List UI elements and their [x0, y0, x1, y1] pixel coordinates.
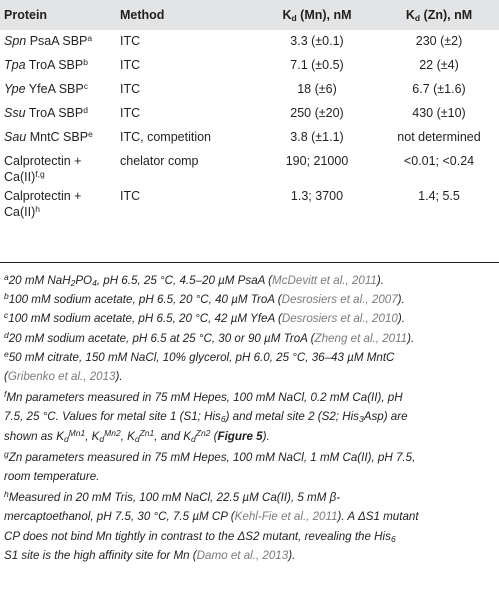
footnote-text: PO [75, 274, 93, 287]
protein-cell [0, 126, 120, 150]
kd-zn-cell: 430 (±10) [412, 106, 466, 120]
footnote-mark: c [83, 81, 88, 91]
footnote-mark: d [83, 105, 88, 115]
footnote-text: ). [115, 370, 123, 384]
subscript: 6 [390, 533, 396, 544]
footnote-text: , K [85, 429, 100, 443]
table-row [0, 102, 499, 126]
figure-link[interactable]: Figure 5 [217, 429, 263, 443]
footnote-text: Zn parameters measured in 75 mM Hepes, 100 mM NaCl, 1 mM Ca(II), pH 7.5, [8, 450, 416, 464]
protein-name: TroA SBP [25, 106, 84, 120]
subscript: d [134, 433, 140, 444]
footnote-text: ). A ΔS1 mutant [337, 510, 419, 524]
table-row [0, 126, 499, 150]
footnote-mark: f,g [35, 169, 45, 179]
footnote-mark: f [4, 389, 7, 400]
protein-name: Calprotectin + [4, 154, 82, 168]
footnote-text: ). [288, 548, 296, 562]
superscript: Mn2 [104, 427, 121, 438]
kd-mn-cell: 3.8 (±1.1) [290, 130, 344, 144]
footnote-mark: c [4, 310, 9, 321]
citation-link[interactable]: Zheng et al., 2011 [314, 331, 408, 345]
subscript: 3 [358, 414, 364, 425]
kd-mn-cell: 7.1 (±0.5) [290, 58, 344, 72]
footnote-text: ( [4, 370, 8, 384]
kd-zn-cell: <0.01; <0.24 [403, 154, 475, 168]
citation-link[interactable]: Desrosiers et al., 2010 [281, 312, 398, 326]
table-row [0, 30, 499, 54]
footnote-f [4, 388, 496, 446]
citation-link[interactable]: Kehl-Fie et al., 2011 [234, 510, 338, 524]
species-name: Ssu [4, 106, 26, 120]
footnotes [4, 271, 496, 565]
kd-table [0, 0, 499, 226]
footnote-mark: h [35, 204, 40, 214]
protein-cell [0, 30, 120, 54]
kd-mn-cell: 1.3; 3700 [290, 189, 344, 203]
footnote-text: ) and metal site 2 (S2; His [225, 410, 359, 424]
footnote-text: ). [397, 312, 405, 326]
table-row [0, 185, 499, 226]
protein-cell [0, 54, 120, 78]
species-name: Spn [4, 34, 27, 48]
footnote-text: , K [120, 429, 135, 443]
footnote-text: ). [262, 429, 270, 443]
footnote-mark: h [4, 489, 9, 500]
footnote-text: 50 mM citrate, 150 mM NaCl, 10% glycerol, pH 6.0, 25 °C, 36–43 µM MntC [8, 350, 395, 364]
header-row [0, 0, 499, 30]
footnote-h [4, 488, 496, 565]
footnote-text: 100 mM sodium acetate, pH 6.5, 20 °C, 40 µM TroA ( [8, 293, 282, 307]
protein-cell [0, 185, 120, 226]
footnote-mark: g [4, 448, 9, 459]
footnote-text: Measured in 20 mM Tris, 100 mM NaCl, 22.5 µM Ca(II), 5 mM β- [8, 491, 341, 505]
footnote-text: 7.5, 25 °C. Values for metal site 1 (S1; His [4, 410, 221, 424]
subscript: d [99, 433, 105, 444]
superscript: Zn2 [195, 427, 211, 438]
footnote-a [4, 271, 496, 290]
table-bottom-rule [0, 262, 499, 263]
subscript: 6 [220, 414, 226, 425]
species-name: Sau [4, 130, 27, 144]
footnote-mark: b [4, 291, 9, 302]
footnote-c [4, 309, 496, 328]
footnote-text: 20 mM sodium acetate, pH 6.5 at 25 °C, 30 or 90 µM TroA ( [8, 331, 315, 345]
footnote-b [4, 290, 496, 309]
footnote-text: room temperature. [4, 470, 100, 484]
kd-symbol: K [405, 8, 415, 22]
kd-subscript: d [291, 13, 297, 23]
footnote-text: mercaptoethanol, pH 7.5, 30 °C, 7.5 µM CP ( [4, 510, 235, 524]
kd-zn-cell: 230 (±2) [415, 34, 463, 48]
kd-symbol: K [282, 8, 292, 22]
method-cell: ITC [120, 34, 141, 48]
protein-cell [0, 78, 120, 102]
kd-mn-cell: 3.3 (±0.1) [290, 34, 344, 48]
subscript: 2 [70, 278, 76, 288]
superscript: Mn1 [68, 427, 86, 438]
header-kd-mn [255, 0, 379, 30]
header-protein: Protein [4, 8, 48, 22]
footnote-text: S1 site is the high affinity site for Mn ( [4, 548, 197, 562]
footnote-text: ( [210, 429, 218, 443]
citation-link[interactable]: Desrosiers et al., 2007 [281, 293, 398, 307]
protein-cell [0, 102, 120, 126]
method-cell: ITC [120, 106, 141, 120]
footnote-text: shown as K [4, 429, 64, 443]
kd-mn-suffix: (Mn), nM [296, 8, 352, 22]
protein-cofactor: Ca(II) [4, 205, 36, 219]
citation-link[interactable]: Damo et al., 2013 [196, 548, 289, 562]
footnote-mark: d [4, 329, 9, 340]
footnote-text: , pH 6.5, 25 °C, 4.5–20 µM PsaA ( [96, 274, 273, 287]
kd-mn-cell: 250 (±20) [290, 106, 344, 120]
footnote-text: Asp) are [363, 410, 408, 424]
footnote-mark: a [87, 33, 93, 43]
footnote-text: Mn parameters measured in 75 mM Hepes, 100 mM NaCl, 0.2 mM Ca(II), pH [6, 391, 403, 405]
citation-link[interactable]: Gribenko et al., 2013 [7, 370, 116, 384]
footnote-text: CP does not bind Mn tightly in contrast to the ΔS2 mutant, revealing the His [4, 529, 391, 543]
protein-name: YfeA SBP [25, 82, 84, 96]
method-cell: ITC [120, 189, 141, 203]
superscript: Zn1 [139, 427, 155, 438]
species-name: Tpa [4, 58, 26, 72]
subscript: d [63, 433, 69, 444]
footnote-mark: b [83, 57, 88, 67]
protein-name: MntC SBP [26, 130, 89, 144]
footnote-text: , and K [154, 429, 192, 443]
footnote-mark: a [4, 272, 9, 282]
kd-zn-cell: not determined [397, 130, 481, 144]
method-cell: chelator comp [120, 154, 199, 168]
footnote-e [4, 348, 496, 386]
protein-name: PsaA SBP [26, 34, 88, 48]
footnote-text: ). [376, 274, 384, 287]
table-row [0, 150, 499, 185]
citation-link[interactable]: McDevitt et al., 2011 [272, 274, 377, 287]
footnote-text: 100 mM sodium acetate, pH 6.5, 20 °C, 42 µM YfeA ( [8, 312, 282, 326]
footnote-text: ). [407, 331, 415, 345]
protein-cofactor: Ca(II) [4, 170, 36, 184]
method-cell: ITC [120, 58, 141, 72]
table-row [0, 54, 499, 78]
footnote-g [4, 448, 496, 486]
kd-zn-suffix: (Zn), nM [420, 8, 473, 22]
kd-zn-cell: 6.7 (±1.6) [412, 82, 466, 96]
footnote-text: ). [397, 293, 405, 307]
footnote-d [4, 329, 496, 348]
kd-mn-cell: 18 (±6) [297, 82, 337, 96]
kd-zn-cell: 22 (±4) [419, 58, 459, 72]
footnote-text: 20 mM NaH [8, 274, 71, 287]
kd-zn-cell: 1.4; 5.5 [418, 189, 460, 203]
method-cell: ITC [120, 82, 141, 96]
subscript: d [191, 433, 196, 444]
footnote-mark: e [4, 348, 9, 359]
table-row [0, 78, 499, 102]
header-method: Method [120, 8, 165, 22]
protein-name: TroA SBP [25, 58, 84, 72]
protein-cell [0, 150, 120, 185]
species-name: Ype [4, 82, 26, 96]
protein-name: Calprotectin + [4, 189, 82, 203]
header-kd-zn [379, 0, 499, 30]
kd-mn-cell: 190; 21000 [285, 154, 349, 168]
method-cell: ITC, competition [120, 130, 212, 144]
footnote-mark: e [88, 129, 93, 139]
subscript: 4 [92, 278, 97, 288]
kd-subscript: d [414, 13, 421, 23]
